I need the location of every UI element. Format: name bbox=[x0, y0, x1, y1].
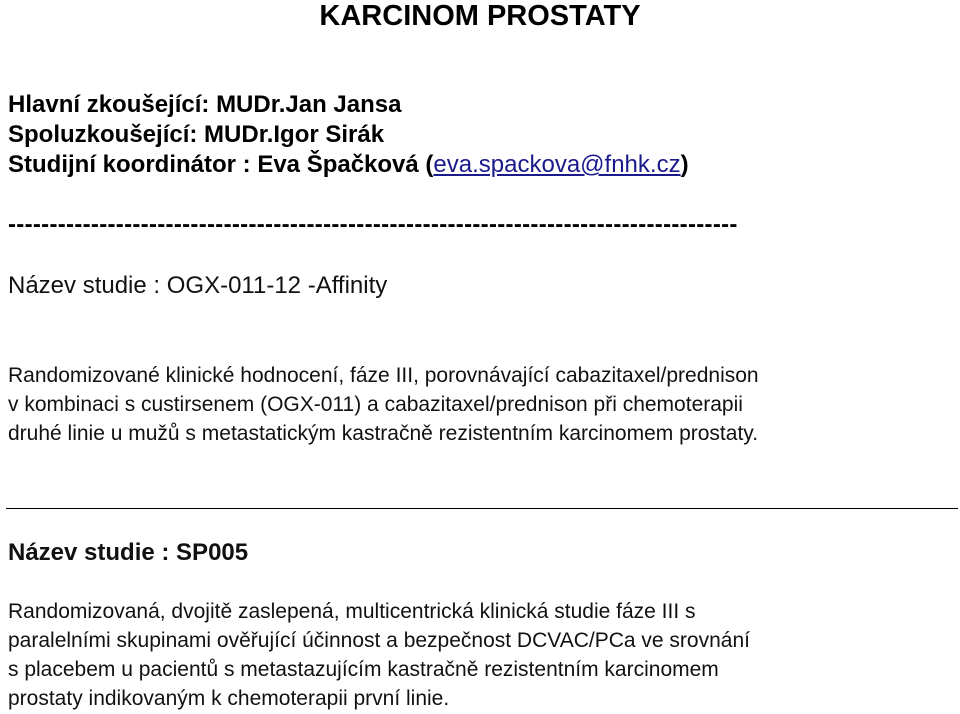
sub-investigator: Spoluzkoušející: MUDr.Igor Sirák bbox=[8, 121, 385, 148]
study-title-affinity: Název studie : OGX-011-12 -Affinity bbox=[8, 272, 388, 299]
horizontal-rule bbox=[6, 508, 958, 509]
study-coordinator-label: Studijní koordinátor : Eva Špačková ( bbox=[8, 151, 434, 178]
study-description-line: druhé linie u mužů s metastatickým kastračně rezistentním karcinomem prostaty. bbox=[8, 422, 759, 445]
dashed-separator: ---------------------------------------------------------------------------------------- bbox=[8, 211, 738, 238]
study-description-line: prostaty indikovaným k chemoterapii první linie. bbox=[8, 687, 450, 710]
study-title-sp005: Název studie : SP005 bbox=[8, 539, 249, 566]
study-description-line: s placebem u pacientů s metastazujícím kastračně rezistentním karcinomem bbox=[8, 658, 719, 681]
study-description-affinity bbox=[8, 361, 958, 448]
page-title: KARCINOM PROSTATY bbox=[319, 0, 641, 32]
study-description-line: paralelními skupinami ověřující účinnost a bezpečnost DCVAC/PCa ve srovnání bbox=[8, 629, 750, 652]
study-description-line: v kombinaci s custirsenem (OGX-011) a cabazitaxel/prednison při chemoterapii bbox=[8, 393, 743, 416]
study-description-line: Randomizované klinické hodnocení, fáze III, porovnávající cabazitaxel/prednison bbox=[8, 364, 759, 387]
study-coordinator bbox=[8, 150, 689, 180]
principal-investigator: Hlavní zkoušející: MUDr.Jan Jansa bbox=[8, 91, 402, 118]
study-description-line: Randomizovaná, dvojitě zaslepená, multicentrická klinická studie fáze III s bbox=[8, 600, 696, 623]
study-staff-block bbox=[8, 90, 689, 180]
study-description-sp005 bbox=[8, 597, 958, 713]
study-coordinator-suffix: ) bbox=[680, 151, 689, 178]
coordinator-email-link[interactable]: eva.spackova@fnhk.cz bbox=[433, 151, 681, 178]
